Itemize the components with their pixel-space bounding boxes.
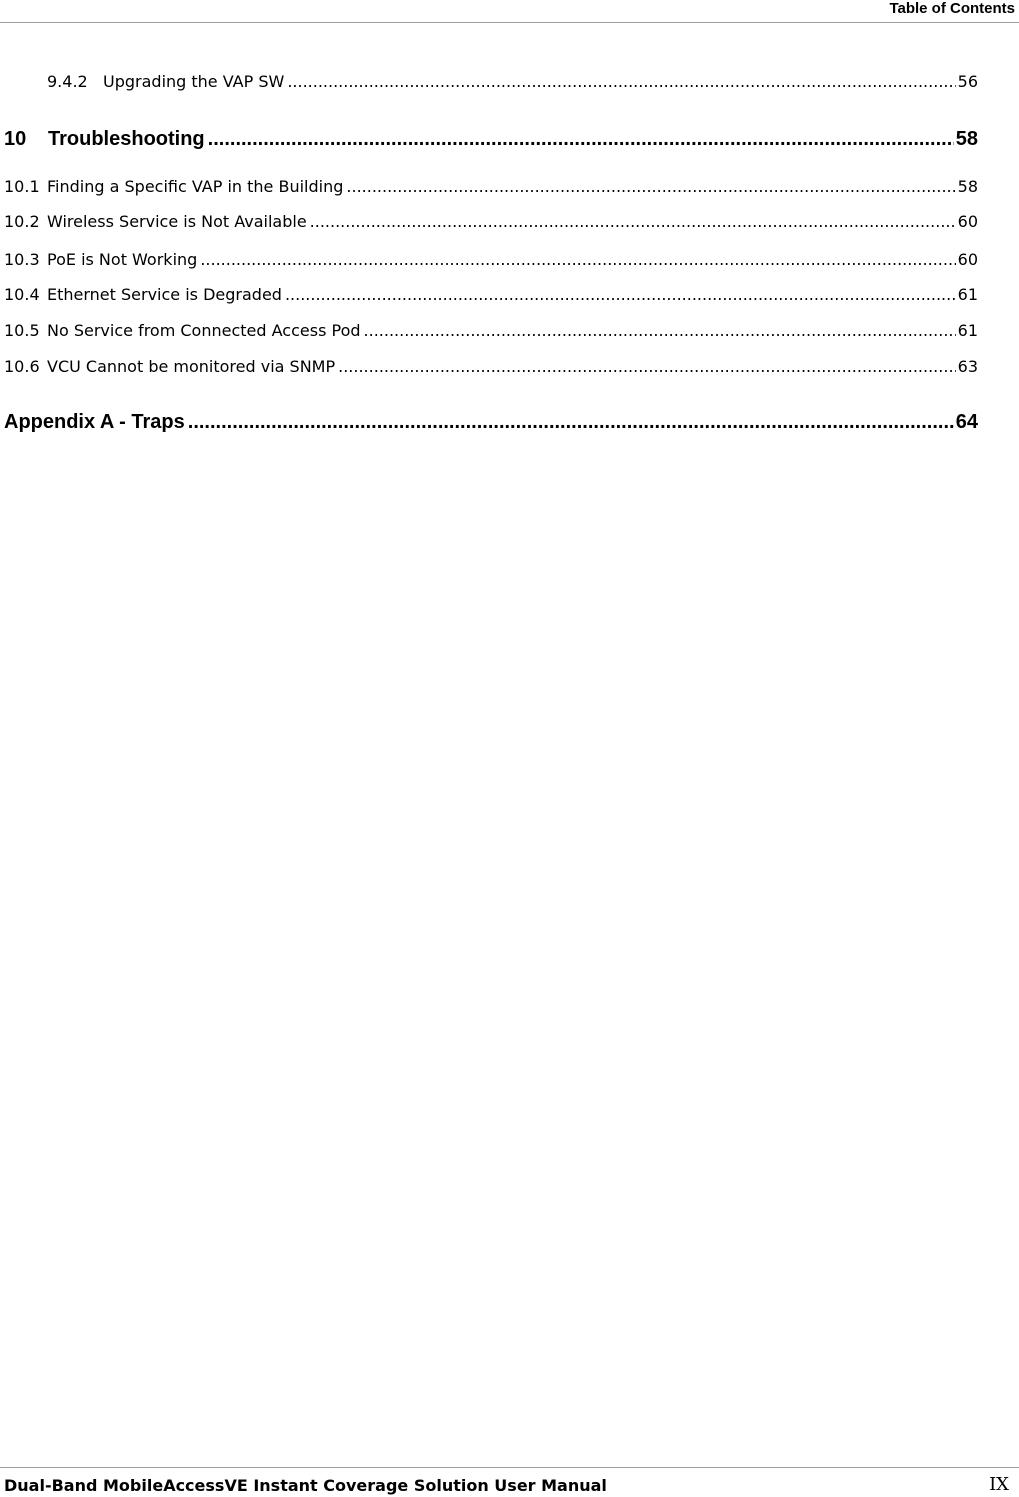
toc-chapter-number: 10 [4,128,27,150]
toc-entry-number: 10.6 [4,357,40,376]
toc-entry-page: 61 [957,285,978,304]
toc-entry-page: 60 [957,250,978,269]
toc-entry-number: 10.3 [4,250,40,269]
toc-entry-title: VCU Cannot be monitored via SNMP [47,357,336,376]
toc-entry-10-4[interactable] [4,285,978,304]
toc-dot-leader [208,128,954,151]
toc-entry-number: 10.5 [4,321,40,340]
page-footer [0,1467,1019,1497]
toc-dot-leader [188,411,954,434]
toc-entry-page: 60 [957,212,978,231]
toc-dot-leader [200,250,955,269]
toc-entry-10-2[interactable] [4,212,978,231]
toc-entry-number: 9.4.2 [47,72,88,91]
toc-entry-page: 56 [957,72,978,91]
toc-dot-leader [287,72,955,91]
toc-entry-10-1[interactable] [4,177,978,196]
toc-entry-number: 10.4 [4,285,40,304]
toc-entry-title: No Service from Connected Access Pod [47,321,361,340]
toc-dot-leader [338,357,956,376]
toc-entry-page: 58 [957,177,978,196]
toc-entry-page: 61 [957,321,978,340]
toc-dot-leader [285,285,956,304]
toc-entry-10-5[interactable] [4,321,978,340]
toc-appendix-a[interactable] [4,411,978,434]
toc-chapter-title: Troubleshooting [48,128,205,150]
footer-page-number: IX [989,1474,1009,1495]
toc-entry-title: Wireless Service is Not Available [47,212,307,231]
toc-entry-title: PoE is Not Working [47,250,198,269]
toc-entry-title: Ethernet Service is Degraded [47,285,282,304]
toc-entry-title: Upgrading the VAP SW [103,72,285,91]
toc-dot-leader [346,177,955,196]
toc-entry-number: 10.2 [4,212,40,231]
footer-manual-title: Dual-Band MobileAccessVE Instant Coverage Solution User Manual [4,1476,607,1495]
toc-entry-title: Finding a Specific VAP in the Building [47,177,344,196]
toc-chapter-10[interactable] [4,128,978,151]
toc-entry-10-6[interactable] [4,357,978,376]
toc-entry-number: 10.1 [4,177,40,196]
page-header [0,0,1019,23]
toc-entry-9-4-2[interactable] [47,72,978,91]
toc-appendix-page: 64 [955,411,978,433]
toc-appendix-title: Appendix A - Traps [4,411,185,433]
toc-entry-page: 63 [957,357,978,376]
toc-chapter-page: 58 [955,128,978,150]
header-title: Table of Contents [889,0,1015,17]
toc-dot-leader [364,321,956,340]
toc-dot-leader [310,212,956,231]
toc-entry-10-3[interactable] [4,250,978,269]
